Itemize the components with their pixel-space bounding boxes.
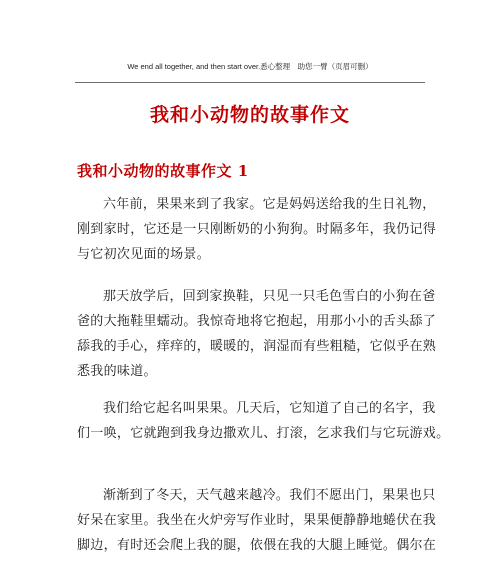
paragraph-3 — [77, 396, 450, 446]
paragraph-line: 悉我的味道。 — [77, 364, 157, 379]
header-divider — [75, 82, 425, 83]
paragraph-line: 们一唤，它就跑到我身边撒欢儿、打滚，乞求我们与它玩游戏。 — [77, 426, 450, 441]
paragraph-line: 六年前，果果来到了我家。它是妈妈送给我的生日礼物， — [103, 197, 436, 212]
paragraph-line: 刚到家时，它还是一只刚断奶的小狗狗。时隔多年，我仍记得 — [77, 222, 437, 237]
document-title: 我和小动物的故事作文 — [149, 104, 350, 126]
paragraph-line: 脚边，有时还会爬上我的腿，依偎在我的大腿上睡觉。偶尔在 — [77, 538, 437, 553]
paragraph-line: 那天放学后，回到家换鞋，只见一只毛色雪白的小狗在爸 — [103, 289, 436, 304]
section-title: 我和小动物的故事作文 1 — [77, 162, 249, 180]
paragraph-1 — [77, 192, 437, 267]
paragraph-line: 爸的大拖鞋里蠕动。我惊奇地将它抱起，用那小小的舌头舔了 — [77, 314, 437, 329]
page-header: We end all together, and then start over.悉心整理 助您一臂（页眉可删） — [127, 62, 373, 71]
paragraph-line: 渐渐到了冬天，天气越来越冷。我们不愿出门，果果也只 — [103, 488, 436, 503]
paragraph-line: 好呆在家里。我坐在火炉旁写作业时，果果便静静地蜷伏在我 — [77, 513, 437, 528]
paragraph-4 — [77, 483, 437, 558]
paragraph-line: 我们给它起名叫果果。几天后，它知道了自己的名字，我 — [103, 401, 436, 416]
paragraph-2 — [77, 284, 437, 384]
paragraph-line: 与它初次见面的场景。 — [77, 247, 211, 262]
paragraph-line: 舔我的手心，痒痒的，暖暖的，润湿而有些粗糙，它似乎在熟 — [77, 339, 437, 354]
